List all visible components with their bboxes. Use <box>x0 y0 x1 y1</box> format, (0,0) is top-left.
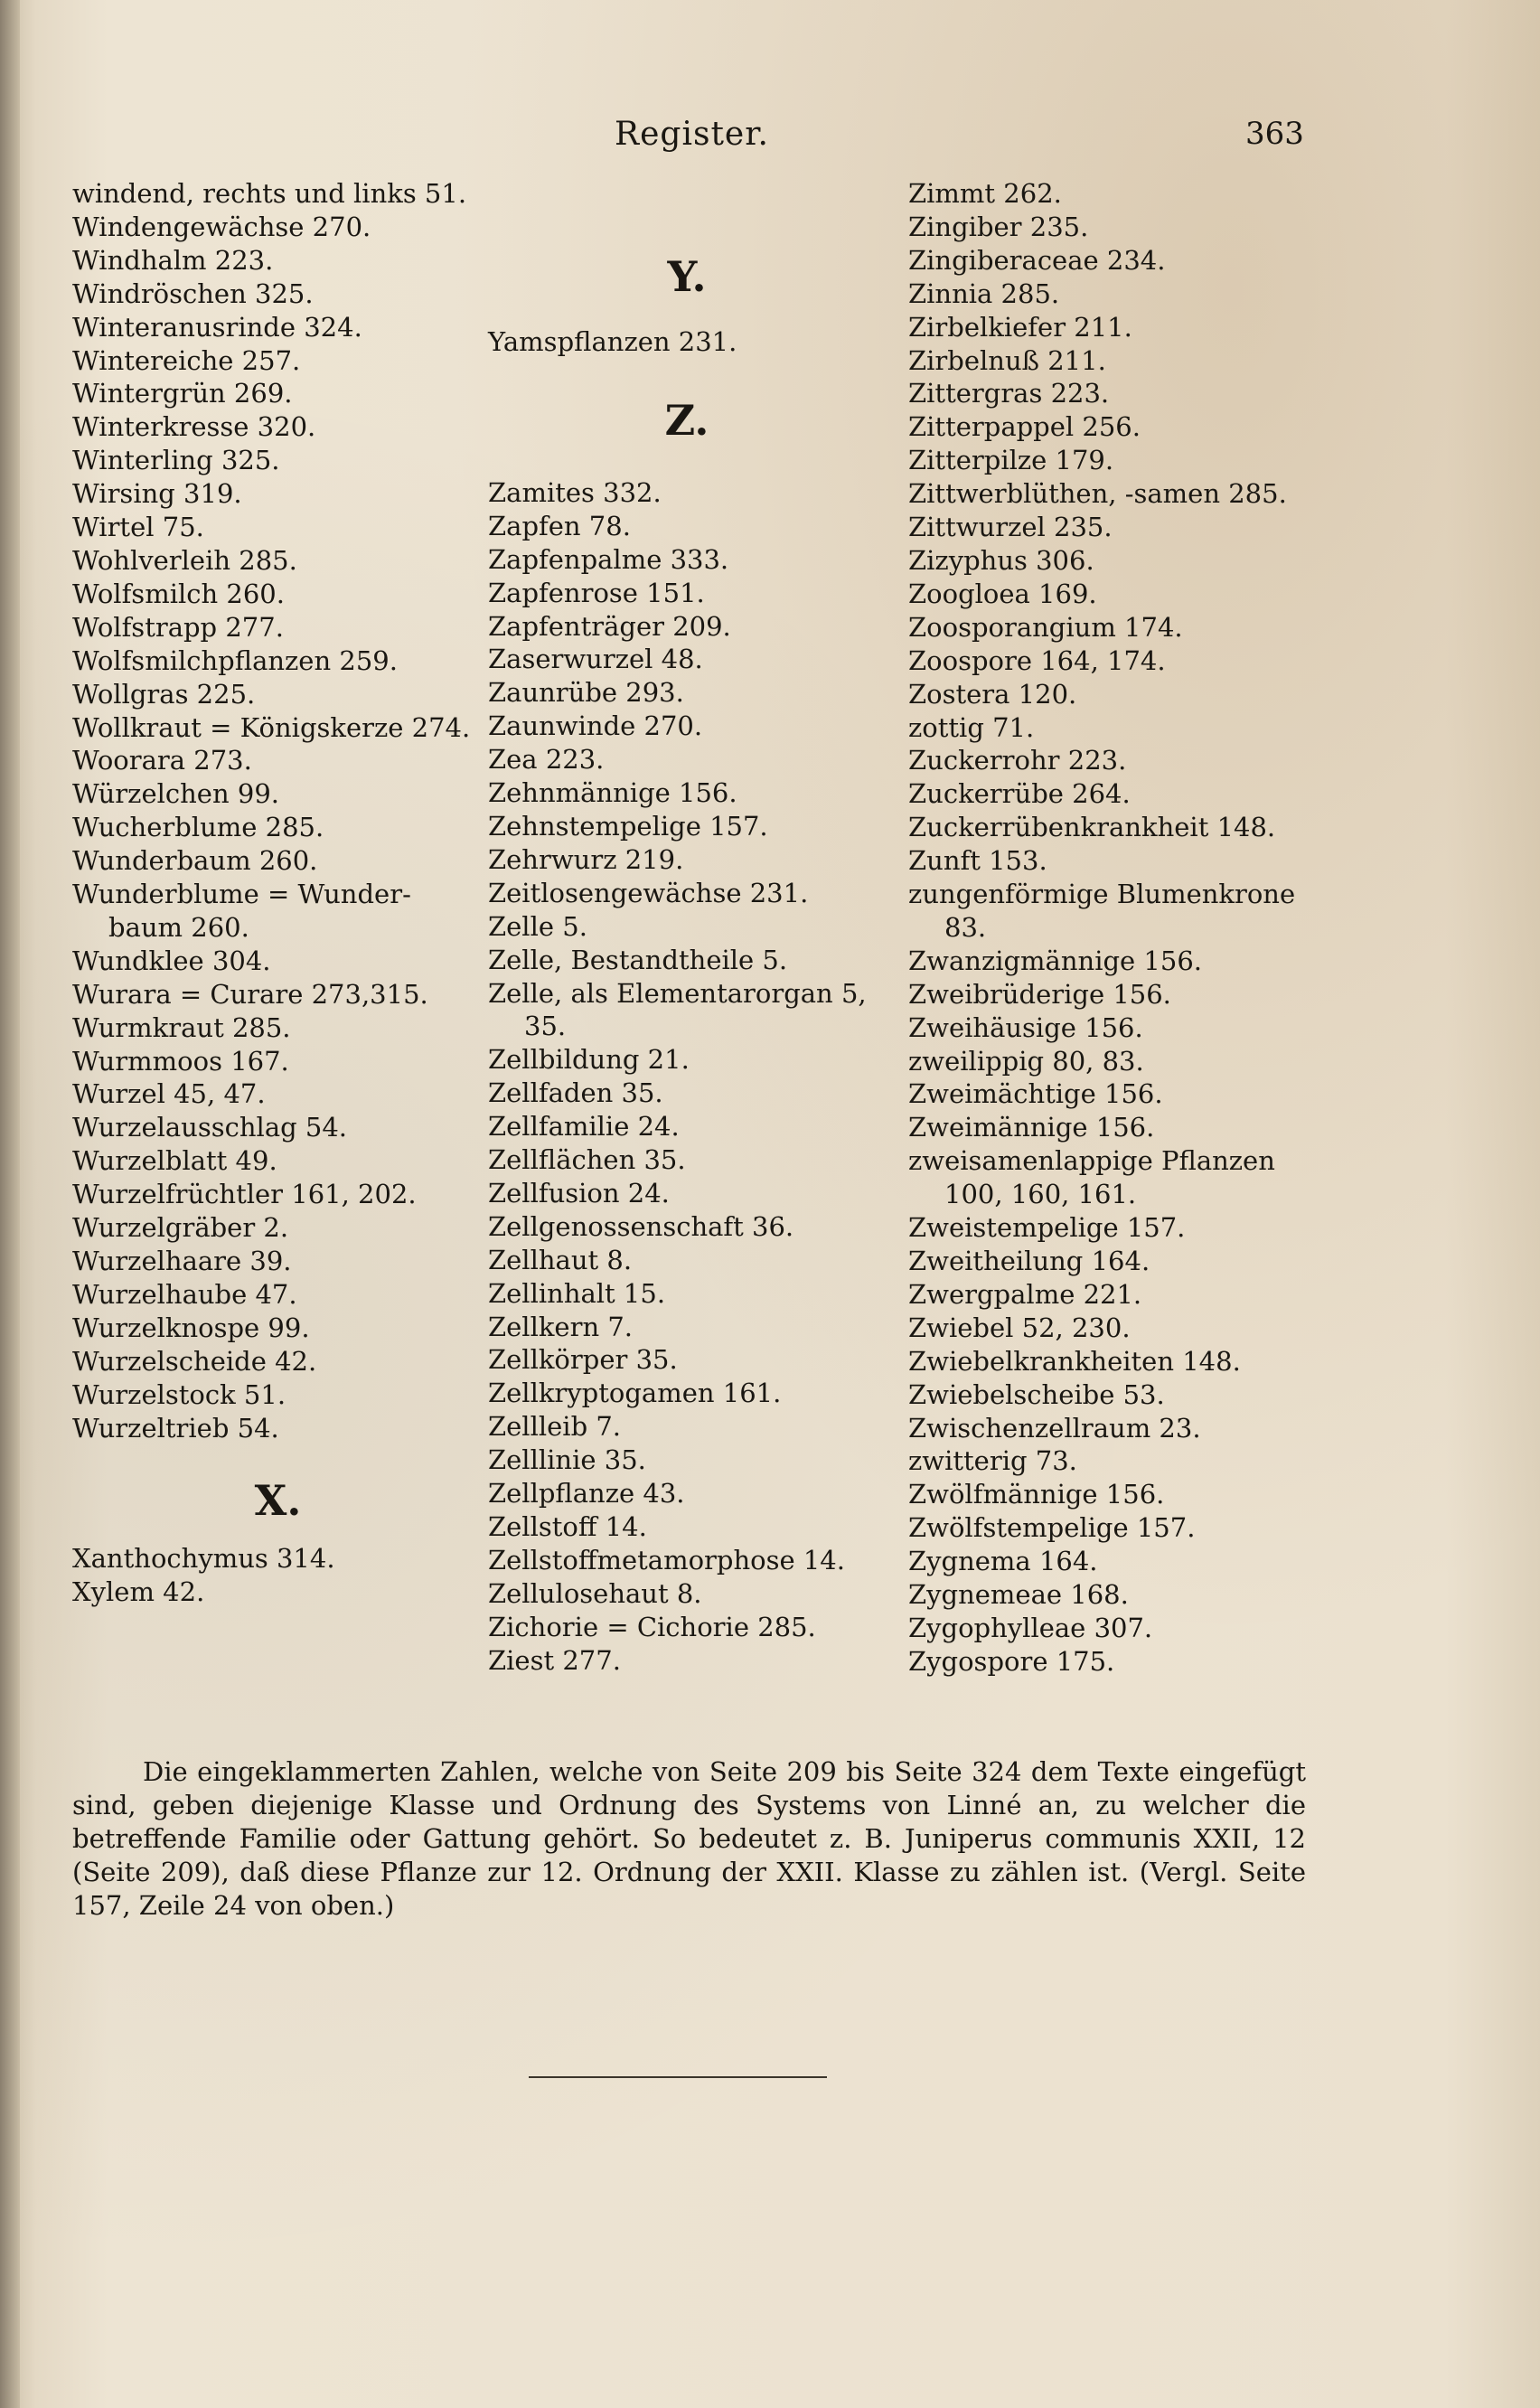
index-entry: Zellstoff 14. <box>488 1511 647 1542</box>
index-entry-continuation: 100, 160, 161. <box>944 1179 1137 1210</box>
index-entry: Zehrwurz 219. <box>488 843 684 875</box>
y-entries <box>488 325 886 359</box>
index-entry: Zingiberaceae 234. <box>908 244 1166 276</box>
index-entry: Winteranusrinde 324. <box>72 311 362 343</box>
index-entry: Wintereiche 257. <box>72 344 301 376</box>
index-entry: Zichorie = Cichorie 285. <box>488 1611 816 1642</box>
index-entry: Zellkern 7. <box>488 1311 634 1342</box>
index-entry: Zellinhalt 15. <box>488 1277 666 1309</box>
index-entry: Zostera 120. <box>908 678 1077 710</box>
index-entry: zweisamenlappige Pflanzen <box>908 1145 1275 1177</box>
index-entry: Zamites 332. <box>488 476 662 508</box>
index-entry: zweilippig 80, 83. <box>908 1045 1144 1077</box>
index-entry: Wurzeltrieb 54. <box>72 1412 279 1444</box>
index-column-left <box>72 177 484 1609</box>
w-entries <box>72 177 484 1444</box>
index-column-right <box>908 177 1333 1679</box>
index-entry-continuation: baum 260. <box>108 911 249 943</box>
index-entry: Zirbelkiefer 211. <box>908 311 1132 343</box>
index-entry: Zelllinie 35. <box>488 1444 646 1476</box>
index-entry: Zygnema 164. <box>908 1546 1098 1577</box>
index-entry: Zygospore 175. <box>908 1645 1115 1677</box>
index-entry: Zapfen 78. <box>488 510 631 541</box>
index-entry: Wucherblume 285. <box>72 812 324 843</box>
index-entry: Zygnemeae 168. <box>908 1579 1129 1611</box>
index-entry: Wurzel 45, 47. <box>72 1078 266 1110</box>
index-entry: Zelle 5. <box>488 910 587 942</box>
index-entry: Zellpflanze 43. <box>488 1478 685 1510</box>
index-entry: Zwölfstempelige 157. <box>908 1512 1196 1544</box>
index-entry: Ziest 277. <box>488 1644 621 1676</box>
index-entry: Zuckerrübenkrankheit 148. <box>908 812 1276 843</box>
index-entry: Zellfusion 24. <box>488 1177 670 1209</box>
index-entry: Wohlverleih 285. <box>72 544 297 576</box>
index-entry: Windhalm 223. <box>72 244 274 276</box>
index-entry: Wurzelausschlag 54. <box>72 1112 348 1143</box>
index-entry: Wurmkraut 285. <box>72 1011 291 1043</box>
index-entry: Zwanzigmännige 156. <box>908 945 1202 976</box>
page-title: Register. <box>615 116 769 153</box>
section-heading-y: Y. <box>667 252 707 301</box>
index-entry: Zittwurzel 235. <box>908 512 1113 543</box>
index-entry: Zellstoffmetamorphose 14. <box>488 1544 845 1576</box>
index-entry: Zellkörper 35. <box>488 1344 678 1376</box>
index-entry: Zittwerblüthen, -samen 285. <box>908 478 1287 510</box>
index-entry: Wolfsmilchpflanzen 259. <box>72 644 398 676</box>
index-entry: Windröschen 325. <box>72 277 314 309</box>
index-entry: Zinnia 285. <box>908 277 1060 309</box>
index-entry: Wurara = Curare 273,315. <box>72 978 428 1010</box>
index-entry: Zehnmännige 156. <box>488 777 737 809</box>
index-entry: Zwiebelscheibe 53. <box>908 1378 1165 1410</box>
index-entry: Zellgenossenschaft 36. <box>488 1210 794 1242</box>
index-entry: Zellbildung 21. <box>488 1044 690 1076</box>
index-entry: Zingiber 235. <box>908 211 1089 242</box>
index-entry: Wollgras 225. <box>72 678 256 710</box>
index-entry: Zweimächtige 156. <box>908 1078 1163 1110</box>
index-entry: Zellulosehaut 8. <box>488 1577 702 1609</box>
index-entry: Zehnstempelige 157. <box>488 810 768 842</box>
index-entry: Xanthochymus 314. <box>72 1543 335 1575</box>
index-entry: Zuckerrohr 223. <box>908 745 1127 776</box>
index-entry: Zweihäusige 156. <box>908 1011 1143 1043</box>
index-entry: Zwiebelkrankheiten 148. <box>908 1345 1241 1377</box>
index-entry: Wurzelscheide 42. <box>72 1345 317 1377</box>
index-entry: Zapfenträger 209. <box>488 610 731 642</box>
footnote: Die eingeklammerten Zahlen, welche von Seite 209 bis Seite 324 dem Texte eingefügt sind, geben diejenige Klasse und Ordnung des Systems von Linné an, zu welcher die betreffende Familie oder Gattung gehört. So bedeutet z. B. Juniperus communis XXII, 12 (Seite 209), daß diese Pflanze zur 12. Ordnung der XXII. Klasse zu zählen ist. (Vergl. Seite 157, Zeile 24 von oben.) <box>72 1756 1306 1921</box>
index-entry: Wurzelhaube 47. <box>72 1278 297 1310</box>
index-entry: Zoogloea 169. <box>908 578 1097 609</box>
index-entry: Zweibrüderige 156. <box>908 978 1171 1010</box>
index-entry: Zittergras 223. <box>908 378 1110 409</box>
index-entry: Zunft 153. <box>908 845 1047 877</box>
index-entry: Wintergrün 269. <box>72 378 293 409</box>
index-entry: Zapfenrose 151. <box>488 577 705 608</box>
index-entry: zwitterig 73. <box>908 1445 1077 1477</box>
index-entry: Wurzelknospe 99. <box>72 1312 310 1343</box>
x-entries <box>72 1542 484 1609</box>
index-entry: Würzelchen 99. <box>72 778 279 810</box>
index-entry: Zweitheilung 164. <box>908 1246 1150 1276</box>
index-entry: Zellflächen 35. <box>488 1144 686 1176</box>
index-entry: Windengewächse 270. <box>72 211 371 242</box>
index-entry: Zeitlosengewächse 231. <box>488 877 809 908</box>
index-entry: Zitterpappel 256. <box>908 411 1141 443</box>
index-entry: Wolfstrapp 277. <box>72 611 284 643</box>
index-entry: zottig 71. <box>908 711 1035 743</box>
index-entry: Zwölfmännige 156. <box>908 1479 1165 1510</box>
index-entry: Zweistempelige 157. <box>908 1212 1186 1244</box>
index-entry: Zwiebel 52, 230. <box>908 1312 1131 1343</box>
index-entry: Zelle, Bestandtheile 5. <box>488 944 788 975</box>
index-entry: Zellkryptogamen 161. <box>488 1378 782 1409</box>
end-rule <box>529 2076 827 2078</box>
index-column-middle <box>488 177 886 1678</box>
index-entry: Woorara 273. <box>72 745 252 776</box>
index-entry: Wunderbaum 260. <box>72 845 318 877</box>
index-entry: Zea 223. <box>488 744 605 776</box>
index-entry: Wurzelhaare 39. <box>72 1246 292 1276</box>
index-entry: Wolfsmilch 260. <box>72 578 285 609</box>
index-entry: Wurzelgräber 2. <box>72 1212 289 1244</box>
index-entry: Winterling 325. <box>72 445 280 476</box>
index-entry: Zirbelnuß 211. <box>908 344 1106 376</box>
section-heading-x: X. <box>254 1476 302 1526</box>
index-entry: Wunderblume = Wunder- <box>72 879 411 910</box>
index-entry: Wundklee 304. <box>72 945 271 976</box>
index-entry: Wirsing 319. <box>72 478 242 510</box>
index-entry: Zygophylleae 307. <box>908 1612 1153 1643</box>
index-entry: Zellhaut 8. <box>488 1244 633 1275</box>
index-entry: Zitterpilze 179. <box>908 445 1114 476</box>
index-entry: Zaunwinde 270. <box>488 710 703 742</box>
index-entry: Wurzelblatt 49. <box>72 1145 277 1177</box>
index-entry: Zellleib 7. <box>488 1411 622 1443</box>
index-entry: Wollkraut = Königskerze 274. <box>72 711 471 743</box>
index-entry: windend, rechts und links 51. <box>72 178 467 209</box>
index-entry: Zimmt 262. <box>908 178 1062 209</box>
index-entry: Wurzelfrüchtler 161, 202. <box>72 1179 417 1210</box>
index-entry: Wurzelstock 51. <box>72 1378 286 1410</box>
index-entry: Yamspflanzen 231. <box>488 326 737 357</box>
index-entry: Zaserwurzel 48. <box>488 644 703 675</box>
index-entry: Winterkresse 320. <box>72 411 316 443</box>
index-entry: Zelle, als Elementarorgan 5, <box>488 977 867 1009</box>
index-entry: Zoosporangium 174. <box>908 611 1183 643</box>
index-entry: Zapfenpalme 333. <box>488 543 729 575</box>
index-entry: Zwergpalme 221. <box>908 1278 1142 1310</box>
index-entry: Zellfamilie 24. <box>488 1111 680 1143</box>
index-entry: Zwischenzellraum 23. <box>908 1412 1201 1444</box>
index-entry: Zuckerrübe 264. <box>908 778 1131 810</box>
index-entry: Zellfaden 35. <box>488 1077 663 1109</box>
z-entries <box>488 476 886 1678</box>
index-entry: Wirtel 75. <box>72 512 204 543</box>
section-heading-z: Z. <box>664 395 709 445</box>
index-entry: Xylem 42. <box>72 1576 205 1608</box>
index-entry: zungenförmige Blumenkrone <box>908 879 1296 910</box>
index-entry: Zizyphus 306. <box>908 544 1094 576</box>
index-entry-continuation: 83. <box>944 911 987 943</box>
page-number: 363 <box>1245 116 1304 152</box>
index-entry: Wurmmoos 167. <box>72 1045 289 1077</box>
index-entry: Zaunrübe 293. <box>488 677 684 709</box>
running-header <box>0 116 1540 155</box>
index-entry: Zoospore 164, 174. <box>908 644 1166 676</box>
index-entry: Zweimännige 156. <box>908 1112 1155 1143</box>
index-entry-continuation: 35. <box>524 1011 567 1042</box>
